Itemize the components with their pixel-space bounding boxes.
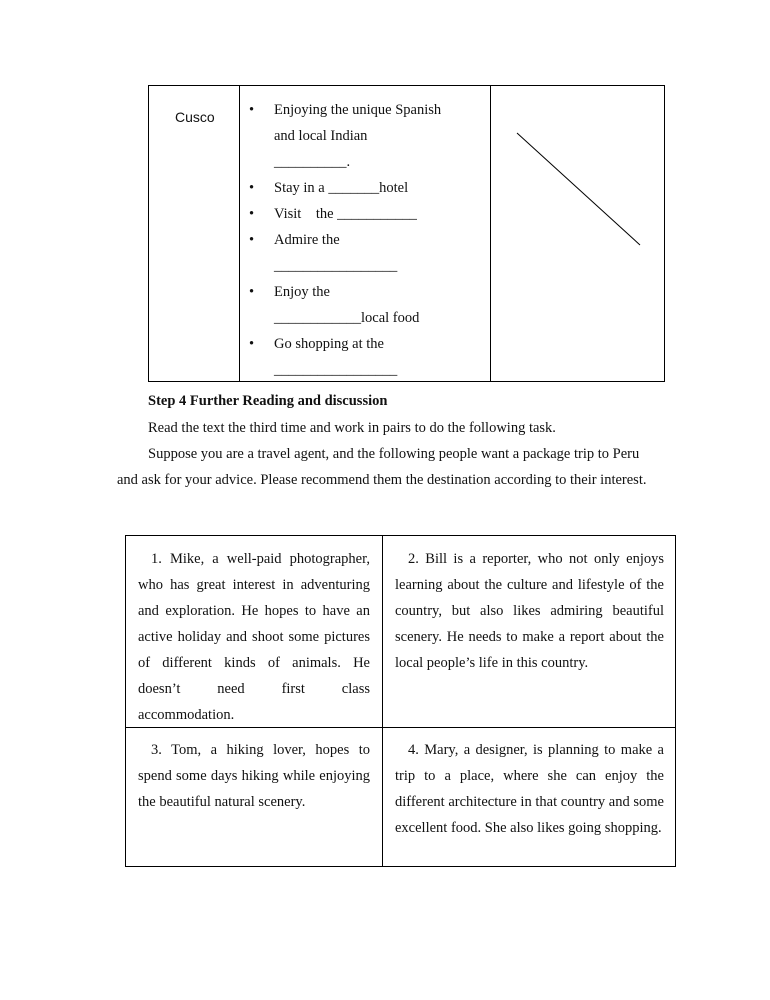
destination-table	[148, 85, 665, 382]
column-divider	[239, 86, 240, 381]
activity-line: Enjoying the unique Spanish	[274, 102, 442, 118]
task-paragraph: Suppose you are a travel agent, and the following people want a package trip to Peru and ask for your advice. Please recommend them the destination according to their interest.	[117, 446, 647, 488]
activity-item	[249, 279, 494, 331]
activity-line: __________.	[274, 154, 351, 170]
activity-line: Visit the ___________	[274, 206, 417, 222]
activity-item	[249, 227, 494, 279]
column-divider	[382, 536, 383, 866]
activity-line: _________________	[274, 258, 398, 274]
activity-line: _________________	[274, 362, 398, 378]
empty-cell-diagonal	[490, 86, 665, 381]
instruction-paragraph: Read the text the third time and work in pairs to do the following task.	[148, 420, 556, 436]
destination-name: Cusco	[175, 109, 215, 125]
activity-line: Go shopping at the	[274, 336, 384, 352]
activity-item	[249, 331, 494, 383]
activity-line: and local Indian	[274, 128, 368, 144]
bullet-icon: •	[249, 102, 255, 118]
activity-line: Admire the	[274, 232, 340, 248]
activity-line: ____________local food	[274, 310, 420, 326]
section-heading: Step 4 Further Reading and discussion	[148, 393, 388, 409]
bullet-icon: •	[249, 336, 255, 352]
activity-list	[249, 97, 494, 383]
bullet-icon: •	[249, 180, 255, 196]
bullet-icon: •	[249, 206, 255, 222]
activity-line: Enjoy the	[274, 284, 330, 300]
activity-item	[249, 175, 494, 201]
person-cell-bill: 2. Bill is a reporter, who not only enjoys learning about the culture and lifestyle of the country, but also likes admiring beautiful scenery. He needs to make a report about the local people’s life in this country.	[395, 551, 664, 671]
bullet-icon: •	[249, 284, 255, 300]
person-cell-tom: 3. Tom, a hiking lover, hopes to spend some days hiking while enjoying the beautiful natural scenery.	[138, 742, 370, 810]
activity-line: Stay in a _______hotel	[274, 180, 409, 196]
people-table	[125, 535, 676, 867]
person-cell-mike: 1. Mike, a well-paid photographer, who has great interest in adventuring and exploration. He hopes to have an active holiday and shoot some pictures of different kinds of animals. He doesn’t need first class accommodation.	[138, 551, 370, 723]
activity-item	[249, 97, 494, 175]
activity-item	[249, 201, 494, 227]
bullet-icon: •	[249, 232, 255, 248]
person-cell-mary: 4. Mary, a designer, is planning to make a trip to a place, where she can enjoy the different architecture in that country and some excellent food. She also likes going shopping.	[395, 742, 664, 836]
